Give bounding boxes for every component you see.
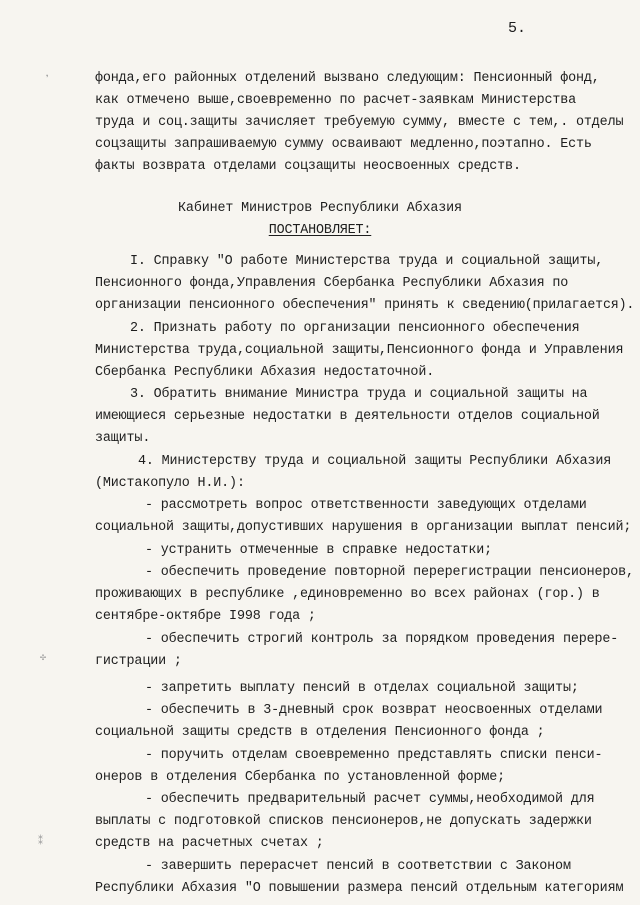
text-line: - обеспечить строгий контроль за порядком проведения перере- bbox=[145, 632, 619, 647]
text-line: факты возврата отделами соцзащиты неосвоенных средств. bbox=[95, 159, 521, 174]
text-line: Министерства труда,социальной защиты,Пенсионного фонда и Управления bbox=[95, 343, 624, 358]
text-line: 3. Обратить внимание Министра труда и социальной защиты на bbox=[130, 387, 588, 402]
text-line: - запретить выплату пенсий в отделах социальной защиты; bbox=[145, 681, 579, 696]
text-line: - поручить отделам своевременно представлять списки пенси- bbox=[145, 748, 603, 763]
text-line: - обеспечить в 3-дневный срок возврат неосвоенных отделами bbox=[145, 703, 603, 718]
cabinet-heading: Кабинет Министров Республики Абхазия bbox=[178, 201, 462, 216]
text-line: - обеспечить проведение повторной перерегистрации пенсионеров, bbox=[145, 565, 634, 580]
text-line: организации пенсионного обеспечения" принять к сведению(прилагается). bbox=[95, 298, 635, 313]
text-line: социальной защиты,допустивших нарушения в организации выплат пенсий; bbox=[95, 520, 632, 535]
page-number: 5. bbox=[508, 20, 527, 37]
text-line: Пенсионного фонда,Управления Сбербанка Республики Абхазия по bbox=[95, 276, 569, 291]
text-line: Республики Абхазия "О повышении размера пенсий отдельным категориям bbox=[95, 881, 624, 896]
text-line: (Мистакопуло Н.И.): bbox=[95, 476, 245, 491]
text-line: проживающих в республике ,единовременно во всех районах (гор.) в bbox=[95, 587, 600, 602]
margin-mark: ⁑ bbox=[38, 837, 43, 848]
text-line: 4. Министерству труда и социальной защиты Республики Абхазия bbox=[138, 454, 612, 469]
text-line: - рассмотреть вопрос ответственности заведующих отделами bbox=[145, 498, 587, 513]
text-line: сентябре-октябре I998 года ; bbox=[95, 609, 316, 624]
text-line: соцзащиты запрашиваемую сумму осваивают медленно,поэтапно. Есть bbox=[95, 137, 592, 152]
text-line: - обеспечить предварительный расчет суммы,необходимой для bbox=[145, 792, 595, 807]
decree-heading bbox=[0, 222, 640, 240]
text-line: защиты. bbox=[95, 431, 151, 446]
text-line: труда и соц.защиты зачисляет требуемую сумму, вместе с тем,. отделы bbox=[95, 115, 624, 130]
decree-heading-text: ПОСТАНОВЛЯЕТ: bbox=[268, 223, 372, 238]
margin-mark: ❜ bbox=[44, 75, 51, 86]
text-line: - завершить перерасчет пенсий в соответствии с Законом bbox=[145, 859, 571, 874]
text-line: 2. Признать работу по организации пенсионного обеспечения bbox=[130, 321, 580, 336]
text-line: как отмечено выше,своевременно по расчет-заявкам Министерства bbox=[95, 93, 577, 108]
text-line: социальной защиты средств в отделения Пенсионного фонда ; bbox=[95, 725, 545, 740]
text-line: фонда,его районных отделений вызвано следующим: Пенсионный фонд, bbox=[95, 71, 600, 86]
margin-mark: ✣ bbox=[40, 653, 47, 664]
text-line: гистрации ; bbox=[95, 654, 182, 669]
text-line: - устранить отмеченные в справке недостатки; bbox=[145, 543, 492, 558]
text-line: онеров в отделения Сбербанка по установленной форме; bbox=[95, 770, 506, 785]
text-line: имеющиеся серьезные недостатки в деятельности отделов социальной bbox=[95, 409, 600, 424]
text-line: I. Справку "О работе Министерства труда и социальной защиты, bbox=[130, 254, 604, 269]
text-line: Сбербанка Республики Абхазия недостаточной. bbox=[95, 365, 435, 380]
text-line: средств на расчетных счетах ; bbox=[95, 836, 324, 851]
text-line: выплаты с подготовкой списков пенсионеров,не допускать задержки bbox=[95, 814, 592, 829]
